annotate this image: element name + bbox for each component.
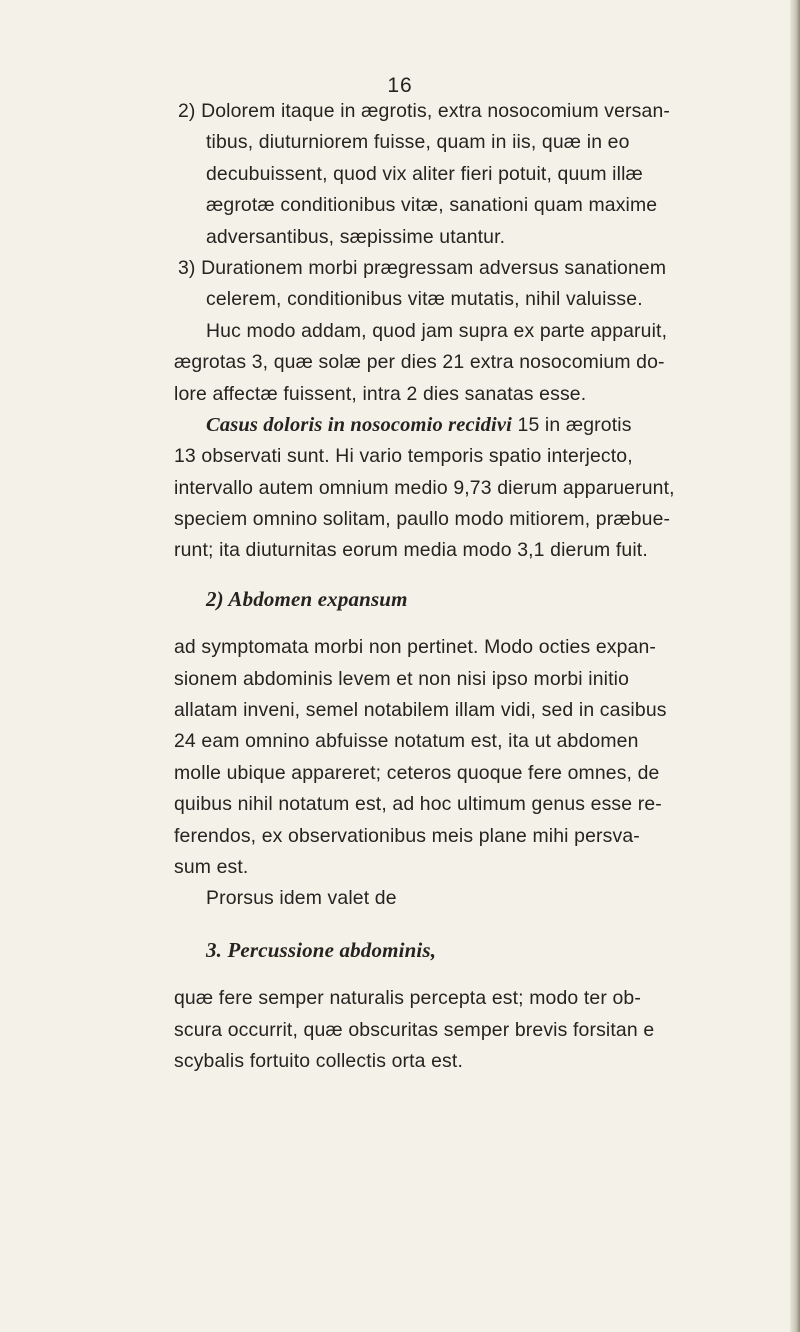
para4-line: 13 observati sunt. Hi vario temporis spatio interjecto, [174,445,633,468]
para5-line: ferendos, ex observationibus meis plane mihi persva- [174,824,640,847]
para3-line: Huc modo addam, quod jam supra ex parte apparuit, [206,319,668,342]
para1-line: tibus, diuturniorem fuisse, quam in iis, quæ in eo [206,131,630,154]
para5-line: molle ubique appareret; ceteros quoque fere omnes, de [174,761,660,784]
para1-line: adversantibus, sæpissime utantur. [206,225,506,248]
para4-line: runt; ita diuturnitas eorum media modo 3,1 dierum fuit. [174,539,648,562]
para4-lead-rest: 15 in ægrotis [511,413,632,436]
section-heading-percussion: 3. Percussione abdominis, [206,937,437,962]
para3-line: lore affectæ fuissent, intra 2 dies sanatas esse. [174,382,587,405]
para5-line: sum est. [174,855,249,878]
para2-line: 3) Durationem morbi prægressam adversus sanationem [178,256,667,279]
para1-line: decubuissent, quod vix aliter fieri potuit, quum illæ [206,162,643,185]
para5-line: quibus nihil notatum est, ad hoc ultimum genus esse re- [174,793,662,816]
para4-line: intervallo autem omnium medio 9,73 dierum apparuerunt, [174,476,675,499]
para5-line: 24 eam omnino abfuisse notatum est, ita ut abdomen [174,730,639,753]
section-heading-abdomen: 2) Abdomen expansum [206,586,408,611]
para7-line: scura occurrit, quæ obscuritas semper brevis forsitan e [174,1018,655,1041]
para1-line: 2) Dolorem itaque in ægrotis, extra nosocomium versan- [178,100,670,122]
page-edge-shadow [790,0,800,1332]
para6-line: Prorsus idem valet de [206,887,397,910]
para7-line: scybalis fortuito collectis orta est. [174,1049,463,1072]
para5-line: sionem abdominis levem et non nisi ipso morbi initio [174,667,630,690]
para4-first-line [174,410,770,441]
para3-line: ægrotas 3, quæ solæ per dies 21 extra nosocomium do- [174,351,665,374]
para5-line: ad symptomata morbi non pertinet. Modo octies expan- [174,636,657,659]
para7-line: quæ fere semper naturalis percepta est; modo ter ob- [174,987,641,1010]
para2-line: celerem, conditionibus vitæ mutatis, nihil valuisse. [206,288,643,311]
para5-line: allatam inveni, semel notabilem illam vidi, sed in casibus [174,699,667,722]
para1-line: ægrotæ conditionibus vitæ, sanationi quam maxime [206,194,658,217]
para4-line: speciem omnino solitam, paullo modo mitiorem, præbue- [174,508,671,531]
body-text [174,96,770,1077]
para4-lead-italic: Casus doloris in nosocomio recidivi [206,413,512,436]
page-number: 16 [387,74,413,97]
